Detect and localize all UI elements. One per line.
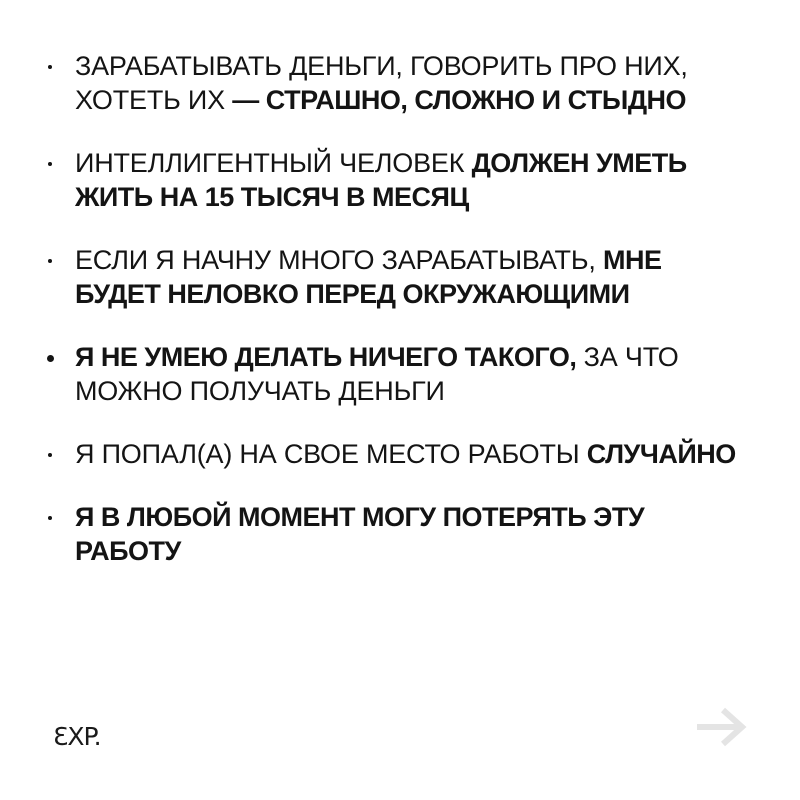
list-item <box>48 243 748 311</box>
bullet-dot <box>48 162 52 166</box>
bullet-dot <box>48 259 52 263</box>
statement-regular-text: ЗА ЧТО МОЖНО ПОЛУЧАТЬ ДЕНЬГИ <box>75 342 679 406</box>
list-item <box>48 340 748 408</box>
statement-bold-text: Я В ЛЮБОЙ МОМЕНТ МОГУ ПОТЕРЯТЬ ЭТУ РАБОТУ <box>75 502 645 566</box>
bullet-dot <box>48 453 52 457</box>
statement-regular-text: ИНТЕЛЛИГЕНТНЫЙ ЧЕЛОВЕК <box>75 148 472 178</box>
statement-list <box>48 49 748 597</box>
list-item <box>48 146 748 214</box>
brand-logo: ƐXP. <box>53 722 101 751</box>
bullet-dot <box>47 355 54 362</box>
bullet-dot <box>48 65 52 69</box>
list-item <box>48 437 748 471</box>
statement-bold-text: Я НЕ УМЕЮ ДЕЛАТЬ НИЧЕГО ТАКОГО, <box>75 342 577 372</box>
statement-bold-text: СЛУЧАЙНО <box>586 439 736 469</box>
statement-regular-text: ЗАРАБАТЫВАТЬ ДЕНЬГИ, ГОВОРИТЬ ПРО НИХ, ХОТЕТЬ ИХ <box>75 51 688 115</box>
statement-regular-text: ЕСЛИ Я НАЧНУ МНОГО ЗАРАБАТЫВАТЬ, <box>75 245 603 275</box>
statement-bold-text: МНЕ БУДЕТ НЕЛОВКО ПЕРЕД ОКРУЖАЮЩИМИ <box>75 245 662 309</box>
bullet-dot <box>48 516 52 520</box>
list-item <box>48 49 748 117</box>
statement-bold-text: — СТРАШНО, СЛОЖНО И СТЫДНО <box>232 85 687 115</box>
statement-regular-text: Я ПОПАЛ(А) НА СВОЕ МЕСТО РАБОТЫ <box>75 439 587 469</box>
arrow-right-icon[interactable] <box>695 705 749 749</box>
statement-bold-text: ДОЛЖЕН УМЕТЬ ЖИТЬ НА 15 ТЫСЯЧ В МЕСЯЦ <box>75 148 687 212</box>
list-item <box>48 500 748 568</box>
